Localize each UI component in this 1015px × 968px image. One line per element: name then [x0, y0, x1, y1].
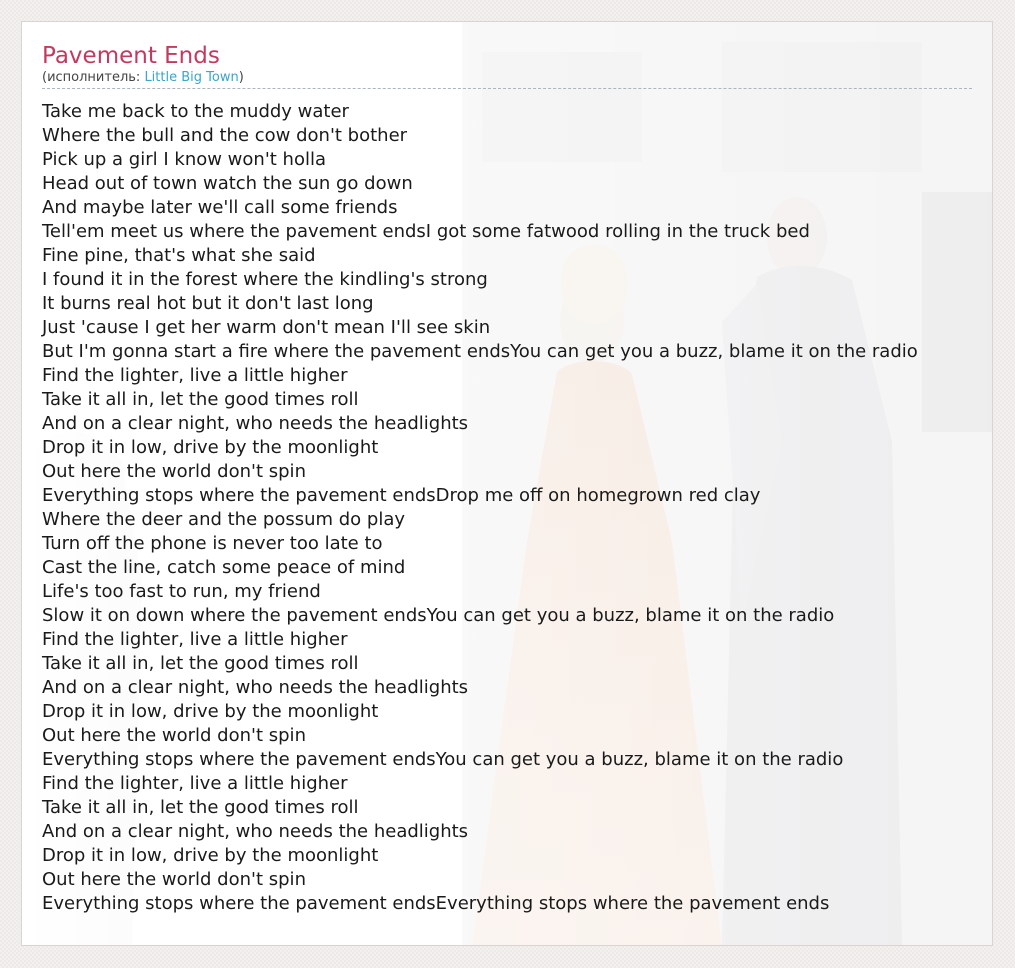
lyric-line: Take me back to the muddy water	[42, 101, 349, 122]
lyric-line: Out here the world don't spin	[42, 869, 306, 890]
lyric-line: Take it all in, let the good times roll	[42, 389, 359, 410]
lyric-line: Take it all in, let the good times roll	[42, 653, 359, 674]
lyric-line: Everything stops where the pavement endsYou can get you a buzz, blame it on the radio	[42, 749, 844, 770]
lyric-line: Head out of town watch the sun go down	[42, 173, 413, 194]
lyric-line: Where the deer and the possum do play	[42, 509, 406, 530]
artist-suffix: )	[238, 70, 244, 85]
lyric-line: Life's too fast to run, my friend	[42, 581, 321, 602]
lyric-line: Slow it on down where the pavement endsYou can get you a buzz, blame it on the radio	[42, 605, 835, 626]
lyrics-card	[21, 21, 993, 946]
lyric-line: Where the bull and the cow don't bother	[42, 125, 408, 146]
lyric-line: But I'm gonna start a fire where the pavement endsYou can get you a buzz, blame it on the radio	[42, 341, 918, 362]
lyric-line: It burns real hot but it don't last long	[42, 293, 374, 314]
lyric-line: Find the lighter, live a little higher	[42, 629, 348, 650]
lyric-line: Pick up a girl I know won't holla	[42, 149, 327, 170]
lyric-line: And on a clear night, who needs the headlights	[42, 677, 469, 698]
lyric-line: Drop it in low, drive by the moonlight	[42, 701, 379, 722]
lyric-line: Take it all in, let the good times roll	[42, 797, 359, 818]
title-divider	[42, 88, 972, 89]
lyric-line: Turn off the phone is never too late to	[42, 533, 383, 554]
lyric-line: And maybe later we'll call some friends	[42, 197, 398, 218]
artist-prefix: (исполнитель:	[42, 70, 145, 85]
lyric-line: Everything stops where the pavement endsEverything stops where the pavement ends	[42, 893, 830, 914]
lyric-line: Drop it in low, drive by the moonlight	[42, 845, 379, 866]
lyric-line: Cast the line, catch some peace of mind	[42, 557, 406, 578]
lyric-line: And on a clear night, who needs the headlights	[42, 413, 469, 434]
lyrics-text	[42, 100, 993, 916]
lyric-line: Tell'em meet us where the pavement endsI got some fatwood rolling in the truck bed	[42, 221, 810, 242]
lyric-line: Everything stops where the pavement endsDrop me off on homegrown red clay	[42, 485, 761, 506]
artist-line	[42, 70, 993, 86]
lyric-line: And on a clear night, who needs the headlights	[42, 821, 469, 842]
lyric-line: I found it in the forest where the kindling's strong	[42, 269, 488, 290]
lyric-line: Just 'cause I get her warm don't mean I'll see skin	[42, 317, 491, 338]
song-title: Pavement Ends	[42, 43, 220, 69]
lyric-line: Drop it in low, drive by the moonlight	[42, 437, 379, 458]
lyric-line: Find the lighter, live a little higher	[42, 773, 348, 794]
lyric-line: Find the lighter, live a little higher	[42, 365, 348, 386]
artist-link[interactable]: Little Big Town	[144, 70, 239, 85]
lyric-line: Out here the world don't spin	[42, 461, 306, 482]
lyric-line: Fine pine, that's what she said	[42, 245, 316, 266]
lyric-line: Out here the world don't spin	[42, 725, 306, 746]
lyrics-content	[42, 42, 993, 916]
